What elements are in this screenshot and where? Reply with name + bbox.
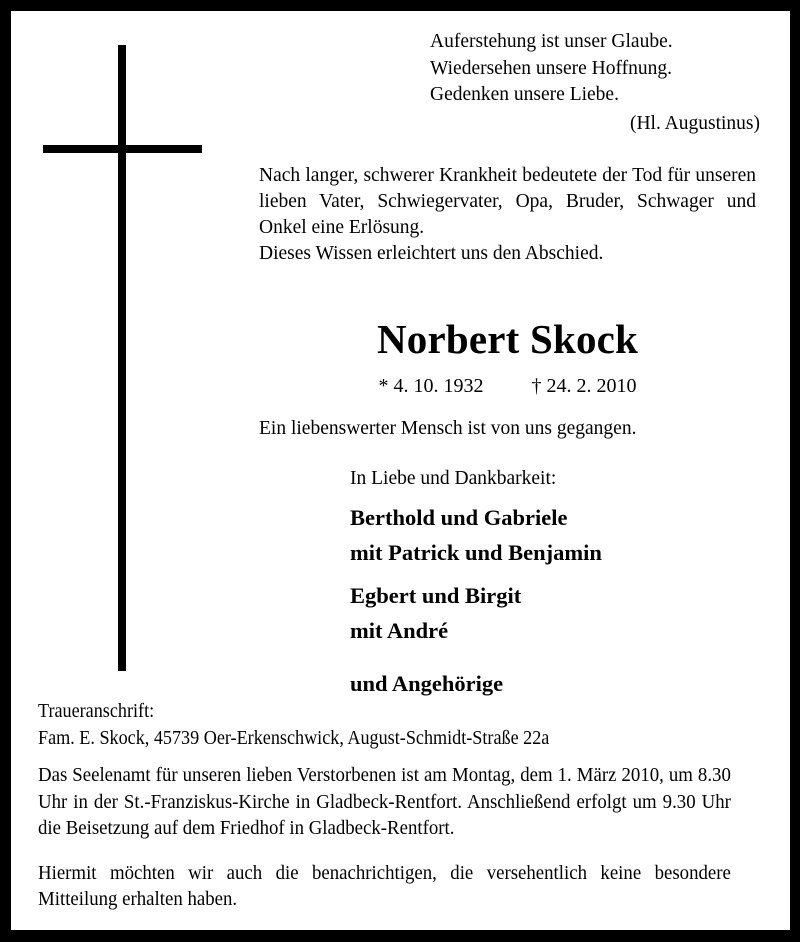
birth-symbol: * [378,375,389,397]
family-member: Berthold und Gabriele [350,505,568,530]
body-text [259,163,756,267]
christian-cross-icon [11,11,221,691]
mourning-address-label: Traueranschrift: [38,701,155,722]
cross-vertical-bar [118,45,126,671]
death-symbol: † [531,375,542,397]
family-member: mit André [350,618,449,643]
epigraph [430,29,760,137]
deceased-name: Norbert Skock [376,316,639,362]
closing-note: Hiermit möchten wir auch die benachrichtigen, die versehentlich keine besondere Mitteilung erhalten haben. [38,862,731,910]
notice-content-area [11,11,790,930]
cross-horizontal-bar [43,145,202,153]
mourning-address-value: Fam. E. Skock, 45739 Oer-Erkenschwick, August-Schmidt-Straße 22a [38,728,550,749]
family-member: mit Patrick und Benjamin [350,540,602,565]
death-date: 24. 2. 2010 [546,375,637,397]
epigraph-attribution: (Hl. Augustinus) [629,112,760,134]
family-member: und Angehörige [350,671,504,696]
body-closing-line: Dieses Wissen erleichtert uns den Abschied. [259,243,604,264]
family-block [350,466,760,701]
farewell-line: Ein liebenswerter Mensch ist von uns gegangen. [259,418,637,439]
birth-date: 4. 10. 1932 [393,375,484,397]
life-dates [259,373,756,399]
epigraph-line-3: Gedenken unsere Liebe. [430,84,619,105]
family-lead-text: In Liebe und Dankbarkeit: [350,468,557,489]
lower-section [38,698,756,914]
service-details: Das Seelenamt für unseren lieben Verstorbenen ist am Montag, dem 1. März 2010, um 8.30 Uhr in der St.-Franziskus-Kirche in Gladbeck-Rentfort. Anschließend erfolgt um 9.30 Uhr die Beisetzung auf dem Friedhof in Gladbeck-Rentfort. [38,765,731,839]
epigraph-line-2: Wiedersehen unsere Hoffnung. [430,57,672,79]
body-paragraph: Nach langer, schwerer Krankheit bedeutete der Tod für unseren lieben Vater, Schwiegervater, Opa, Bruder, Schwager und Onkel eine Erlösung. [259,165,756,238]
family-member: Egbert und Birgit [350,583,522,608]
epigraph-line-1: Auferstehung ist unser Glaube. [430,31,673,52]
